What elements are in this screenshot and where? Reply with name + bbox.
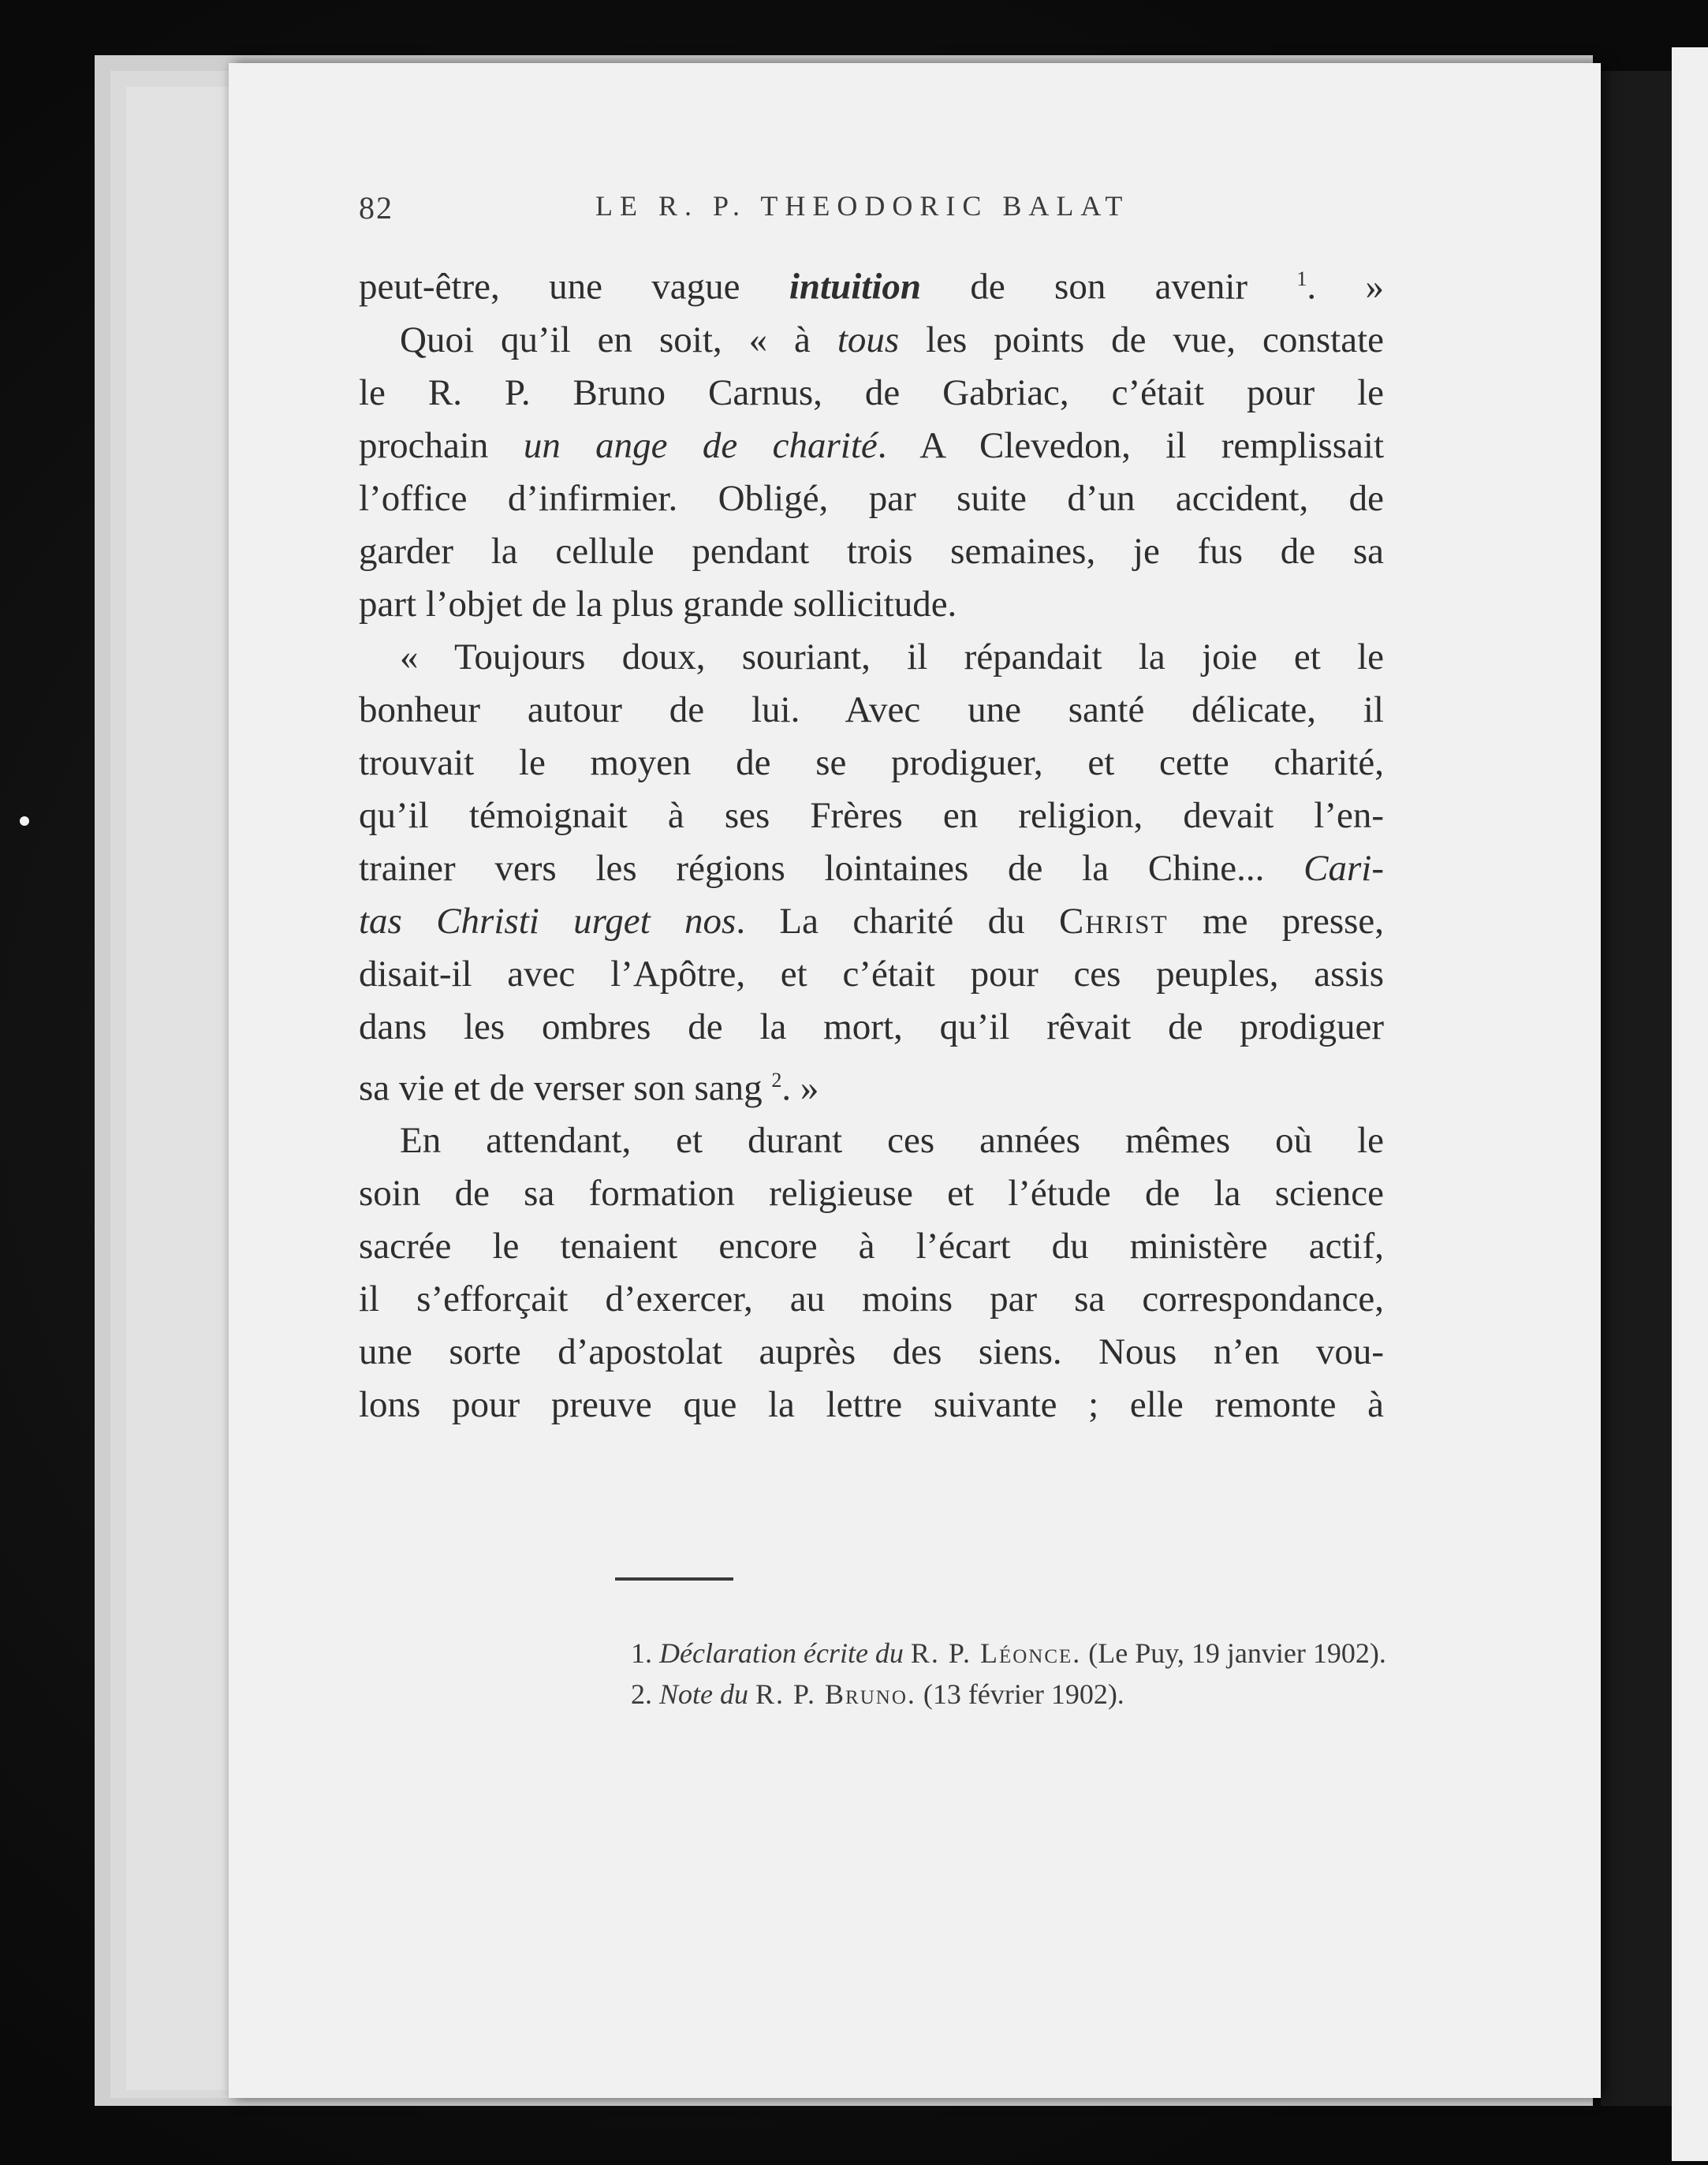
text-line: le R. P. Bruno Carnus, de Gabriac, c’était pour le xyxy=(359,371,1384,413)
text-line: Quoi qu’il en soit, « à tous les points de vue, constate xyxy=(400,319,1384,360)
text-line: « Toujours doux, souriant, il répandait la joie et le xyxy=(400,636,1384,677)
page-number: 82 xyxy=(359,190,393,226)
text-line: l’office d’infirmier. Obligé, par suite d’un accident, de xyxy=(359,477,1384,519)
running-title: LE R. P. THEODORIC BALAT xyxy=(595,190,1130,222)
footnote-ref[interactable]: 2 xyxy=(771,1068,782,1092)
text-line: trainer vers les régions lointaines de la Chine... Cari- xyxy=(359,847,1384,889)
text-line: qu’il témoignait à ses Frères en religion, devait l’en- xyxy=(359,794,1384,836)
text-line: garder la cellule pendant trois semaines, je fus de sa xyxy=(359,530,1384,572)
text-line: trouvait le moyen de se prodiguer, et cette charité, xyxy=(359,741,1384,783)
text-line: une sorte d’apostolat auprès des siens. Nous n’en vou- xyxy=(359,1331,1384,1373)
text-line: part l’objet de la plus grande sollicitude. xyxy=(359,583,957,625)
body-text xyxy=(359,252,1384,1432)
dust-speck xyxy=(20,816,29,826)
text-line: lons pour preuve que la lettre suivante ; elle remonte à xyxy=(359,1384,1384,1426)
text-line: En attendant, et durant ces années mêmes où le xyxy=(400,1120,1384,1162)
text-line: il s’efforçait d’exercer, au moins par sa correspondance, xyxy=(359,1278,1384,1320)
text-line: sacrée le tenaient encore à l’écart du ministère actif, xyxy=(359,1226,1384,1267)
footnotes xyxy=(631,1633,1601,1715)
footnote: 1. Déclaration écrite du R. P. Léonce. (Le Puy, 19 janvier 1902). xyxy=(631,1637,1386,1669)
footnote-rule xyxy=(615,1577,733,1581)
text-line: bonheur autour de lui. Avec une santé délicate, il xyxy=(359,689,1384,730)
footnote: 2. Note du R. P. Bruno. (13 février 1902). xyxy=(631,1678,1124,1710)
text-line: dans les ombres de la mort, qu’il rêvait de prodiguer xyxy=(359,1006,1384,1047)
text-line: prochain un ange de charité. A Clevedon, il remplissait xyxy=(359,424,1385,466)
text-line: sa vie et de verser son sang $^2$. » xyxy=(359,1067,819,1109)
facing-page-edge xyxy=(1672,47,1708,2161)
page-header xyxy=(359,189,1344,244)
text-line: peut-être, une vague intuition de son avenir $^1$. » xyxy=(359,266,1384,308)
text-line: disait-il avec l’Apôtre, et c’était pour ces peuples, assis xyxy=(359,953,1384,995)
text-line: soin de sa formation religieuse et l’étude de la science xyxy=(359,1173,1384,1215)
footnote-ref[interactable]: 1 xyxy=(1296,267,1307,290)
text-line: tas Christi urget nos. La charité du Christ me presse, xyxy=(359,900,1385,942)
